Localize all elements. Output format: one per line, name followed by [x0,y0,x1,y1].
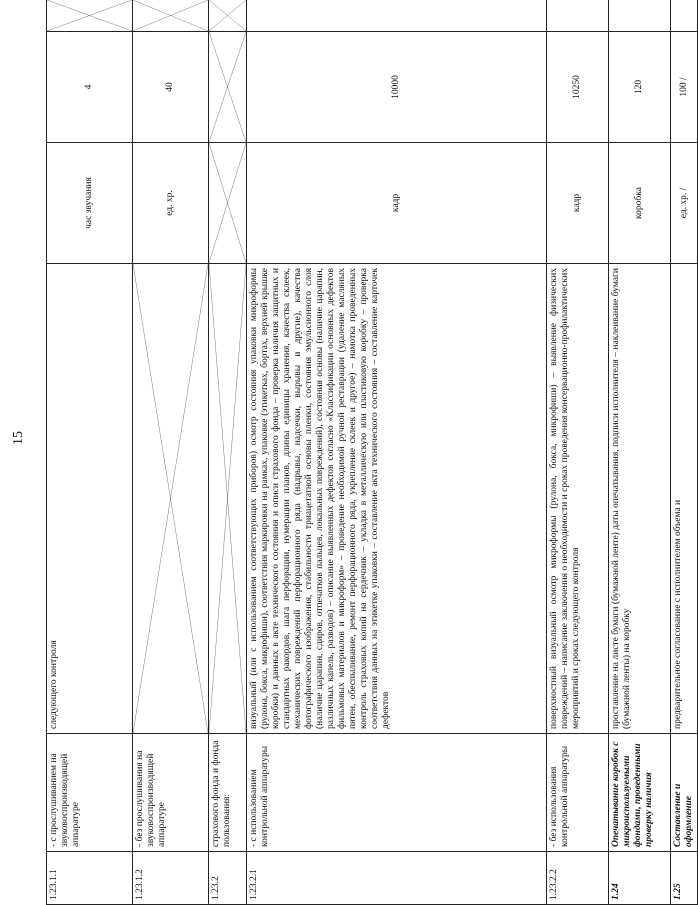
row-number: 1.25 [671,852,698,905]
norms-table [46,0,698,905]
row-name: Опечатывание коробок с микроиспользуемыми фондами, проведенными проверку наличия [609,734,671,852]
table-row [47,0,133,905]
table-row [209,0,247,905]
crossed-cell [47,0,133,32]
row-name: - с прослушиванием на звуковоспроизводящей аппаратуре [47,734,133,852]
table-row [671,0,698,905]
rotated-table [46,0,695,905]
table-row [247,0,547,905]
empty-cell [609,0,671,32]
row-number: 1.23.2.2 [547,852,609,905]
row-unit: ед. хр. / [671,143,698,264]
table-row [133,0,209,905]
row-description: предварительное согласование с исполнителем объема и [671,264,698,734]
row-unit: кадр [247,143,547,264]
row-unit: ед. хр. [133,143,209,264]
header-fragment: следующего контроля [49,640,59,729]
row-unit: кадр [547,143,609,264]
row-value: 4 [47,32,133,143]
row-number: 1.24 [609,852,671,905]
row-value: 10250 [547,32,609,143]
row-name: - без прослушивания на звуковоспроизводящей аппаратуре [133,734,209,852]
crossed-cell [209,32,247,143]
crossed-cell [209,264,247,734]
row-unit: коробка [609,143,671,264]
row-number: 1.23.1.1 [47,852,133,905]
row-number: 1.23.1.2 [133,852,209,905]
row-value: 40 [133,32,209,143]
row-description: визуальный (или с использованием соответствующих приборов) осмотр состояния упаковки микроформы (рулона, бокса, микрофиши), соответствия маркировки на рамках, упаковке (этикетках, бортах, верхней крышке коробки) и данных в акте технического состояния и описи страхового фонда – проверка наличия защитных и стандартных ракордов, шага перфорации, нумерации планов, длины единицы хранения, качества склеек, механических повреждений перфорационного ряда (надрывы, надсечки, вырывы и другие), качества фотографического изображения, стабильности триацетатной основы пленки, состояния эмульсионного слоя (наличие царапин, сдиров, отпечатков пальцев, локальных повреждений), состояния основы (наличие царапин, различных капель, разводов) – описание выявленных дефектов согласно «Классификации основных дефектов фильмовых материалов и микроформ» – проведение необходимой ручной реставрации (удаление масляных пятен, обеспыливание, ремонт перфорационного ряда, укрепление склеек и другое) – намотка проведенных контроль страховых копий на сердечник – укладка в металлическую или пластиковую коробку – проверка соответствия данных на этикетке упаковки – составление акта технического состояния – составление карточек дефектов [247,264,547,734]
row-description: поверхностный визуальный осмотр микроформы (рулона, бокса, микрофиши) – выявление физических повреждений – написание заключения о необходимости и сроках проведения консервационно-профилактических мероприятий и сроках следующего контроля [547,264,609,734]
row-value: 100 / [671,32,698,143]
row-description [47,264,133,734]
empty-cell [671,0,698,32]
row-description: проставление на листе бумаги (бумажной ленте) даты опечатывания, подписи исполнителя – наклеивание бумаги (бумажной ленты) на коробку [609,264,671,734]
row-number: 1.23.2 [209,852,247,905]
crossed-cell [209,143,247,264]
row-name: - с использованием контрольной аппаратуры [247,734,547,852]
empty-cell [247,0,547,32]
row-name: страхового фонда и фонда пользования: [209,734,247,852]
table-row [609,0,671,905]
page-number: 15 [11,431,26,445]
crossed-cell [133,0,209,32]
row-value: 10000 [247,32,547,143]
row-name: - без использования контрольной аппаратуры [547,734,609,852]
row-number: 1.23.2.1 [247,852,547,905]
empty-cell [547,0,609,32]
row-value: 120 [609,32,671,143]
crossed-cell [133,264,209,734]
table-row [547,0,609,905]
crossed-cell [209,0,247,32]
row-unit: час звучания [47,143,133,264]
row-name: Составление и оформление [671,734,698,852]
